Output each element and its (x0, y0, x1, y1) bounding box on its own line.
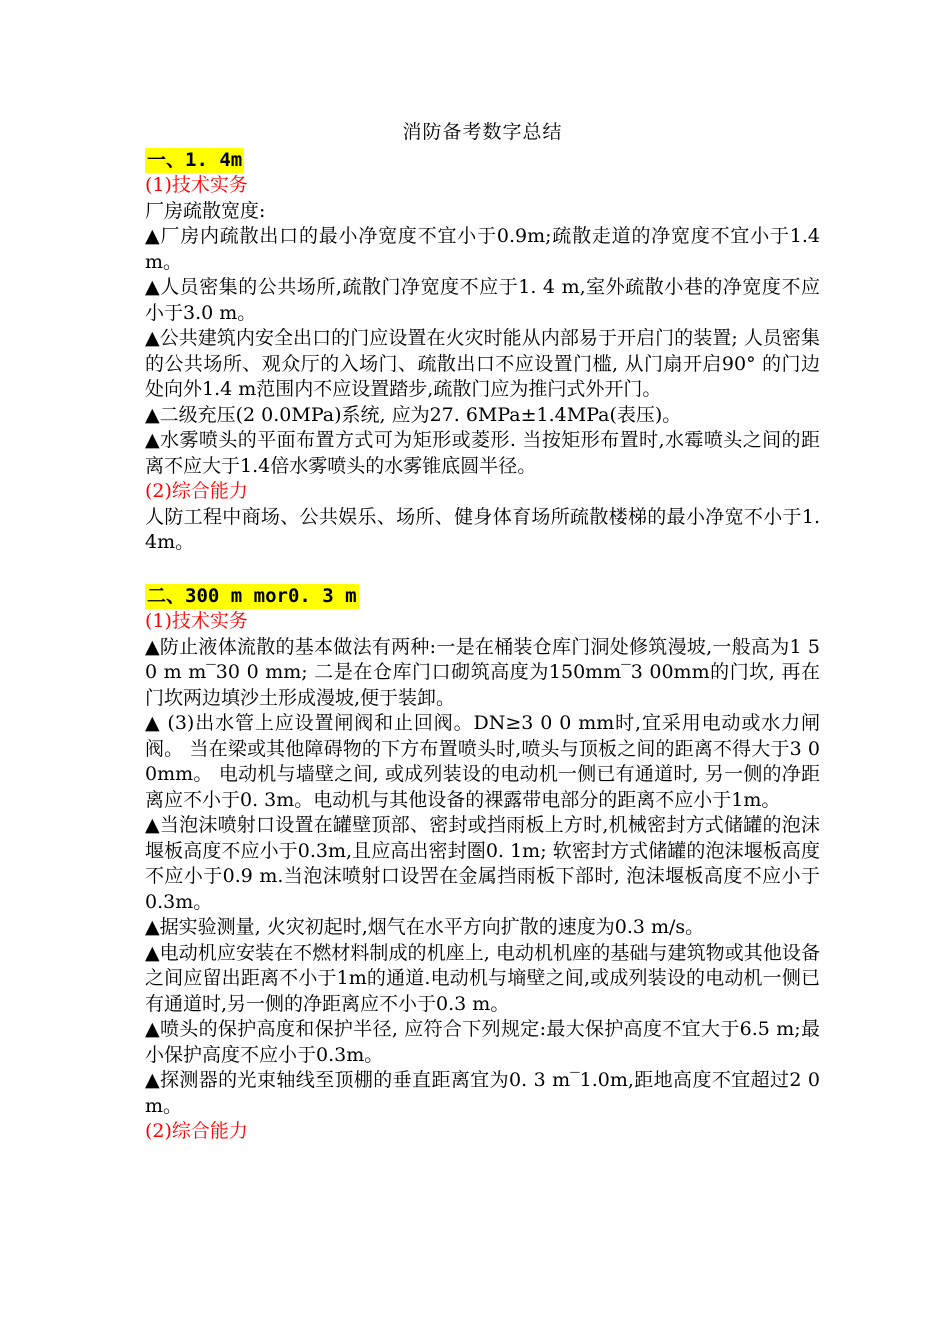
section-heading: 一、1. 4m (145, 148, 244, 174)
section-heading: 二、300 m mor0. 3 m (145, 584, 359, 610)
document-content (145, 120, 820, 1145)
paragraph: ▲公共建筑内安全出口的门应设置在火灾时能从内部易于开启门的装置; 人员密集的公共场所、观众厅的入场门、疏散出口不应设置门槛, 从门扇开启90° 的门边处向外1.4 m范围内不应设置踏步,疏散门应为推闩式外开门。 (145, 327, 820, 400)
paragraph: ▲防止液体流散的基本做法有两种:一是在桶装仓库门洞处修筑漫坡,一般高为1 5 0 m m‾30 0 mm; 二是在仓库门口砌筑高度为150mm‾3 00mm的门坎, 再在门坎两边填沙土形成漫坡,便于装卸。 (145, 635, 820, 709)
subsection-label: (1)技术实务 (145, 174, 248, 196)
subsection-label: (2)综合能力 (145, 1120, 248, 1142)
subsection-label: (1)技术实务 (145, 610, 248, 632)
section-1 (145, 148, 820, 556)
paragraph: ▲电动机应安装在不燃材料制成的机座上, 电动机机座的基础与建筑物或其他设备之间应留出距离不小于1m的通道.电动机与墒壁之间,或成列装设的电动机一侧已有通道时,另一侧的净距离应不小于0.3 m。 (145, 941, 820, 1015)
paragraph: ▲据实验测量, 火灾初起时,烟气在水平方向扩散的速度为0.3 m/s。 (145, 916, 705, 938)
document-title: 消防备考数字总结 (402, 121, 563, 143)
paragraph: ▲当泡沫喷射口设置在罐壁顶部、密封或挡雨板上方时,机械密封方式储罐的泡沫堰板高度不应小于0.3m,且应高出密封圏0. 1m; 软密封方式储罐的泡沫堰板高度不应小于0.9 m.当泡沫喷射口设罟在金属挡雨板下部时, 泡沫堰板高度不应小于0.3m。 (145, 814, 820, 913)
paragraph: ▲探测器的光束轴线至顶棚的垂直距离宜为0. 3 m‾1.0m,距地高度不宜超过2 0m。 (145, 1069, 820, 1117)
section-2 (145, 584, 820, 1145)
paragraph: 人防工程中商场、公共娱乐、场所、健身体育场所疏散楼梯的最小净宽不小于1. 4m。 (145, 505, 820, 553)
paragraph: 厂房疏散宽度: (145, 199, 266, 222)
subsection-label: (2)综合能力 (145, 480, 248, 502)
section-spacer (145, 556, 820, 584)
paragraph: ▲人员密集的公共场所,疏散门净宽度不应于1. 4 m,室外疏散小巷的净宽度不应小于3.0 m。 (145, 276, 820, 324)
paragraph: ▲ (3)出水管上应设置闸阀和止回阀。DN≥3 0 0 mm时,宜采用电动或水力闸阀。 当在梁或其他障碍物的下方布置喷头时,喷头与顶板之间的距离不得大于3 00mm。 电动机与墙壁之间, 或成列装设的电动机一侧已有通道时, 另一侧的净距离应不小于0. 3m。电动机与其他设备的裸露带电部分的距离不应小于1m。 (145, 712, 820, 811)
paragraph: ▲水雾喷头的平面布置方式可为矩形或菱形. 当按矩形布置时,水霉喷头之间的距离不应大于1.4倍水雾喷头的水雾锥底圆半径。 (145, 429, 820, 477)
paragraph: ▲厂房内疏散出口的最小净宽度不宜小于0.9m;疏散走道的净宽度不宜小于1.4 m。 (145, 225, 820, 273)
paragraph: ▲二级充压(2 0.0MPa)系统, 应为27. 6MPa±1.4MPa(表压)。 (145, 403, 682, 426)
paragraph: ▲喷头的保护高度和保护半径, 应符合下列规定:最大保护高度不宜大于6.5 m;最小保护高度不应小于0.3m。 (145, 1018, 820, 1066)
